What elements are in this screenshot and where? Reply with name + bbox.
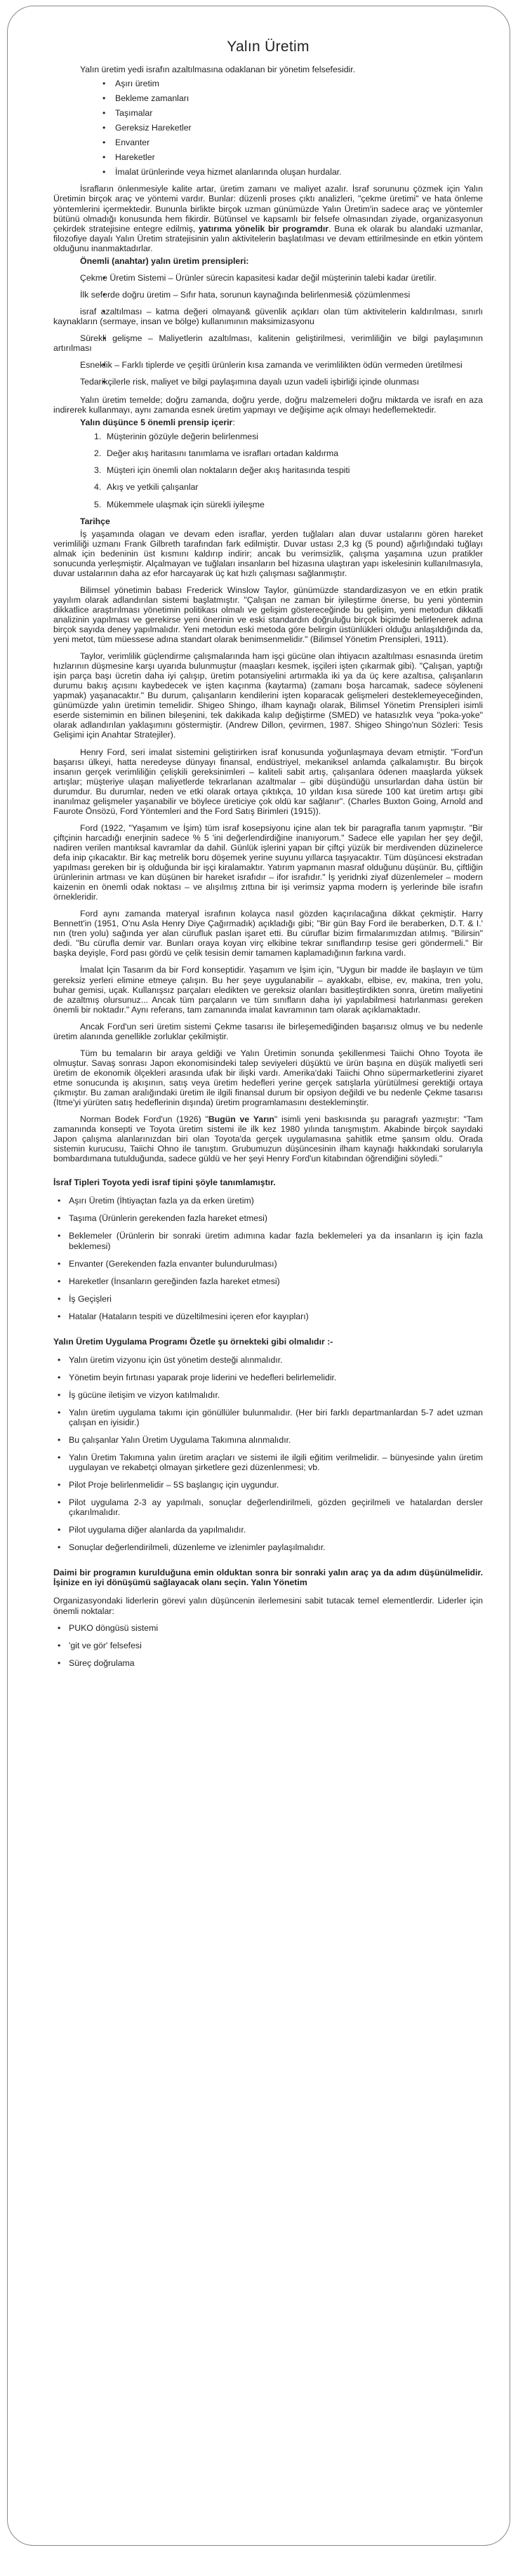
list-item: • Aşırı üretim	[53, 79, 483, 88]
history-p4: Henry Ford, seri imalat sistemini geliştirirken israf konusunda yoğunlaşmaya devam etmiştir. "Ford'un başarısı ülkeyi, hatta neredeyse dünyayı finansal, endüstriyel, mekaniksel anlamda çalkalamıştır. Bu birçok insanın gerçek verimliliğin çelişkili gereksinimleri – kaliteli sabit artış, çalışanlara ödenen maaşlarda yüksek artışlar; müşteriye ulaşan maliyetlerde tekrarlanan azaltmalar – gibi düşündüğü unsurlardan daha üstün bir durumdur. Bu durumlar, neden ve etki olarak ortaya çıktıkça, 10 yıldan kısa sürede 100 kat üretim artışı gibi inanılmaz gelişmeler yaşanabilir ve böylece üreticiye çok oldü kar sağlanır". (Charles Buxton Going, Arnold and Faurote Önsözü, Ford Yöntemleri and the Ford Satış Birimleri (1915)).	[53, 747, 483, 816]
program-item: • Yalın Üretim Takımına yalın üretim araçları ve sistemi ile ilgili eğitim verilmelidir. – bünyesinde yalın üretim uygulayan ve rekabetçi olmayan şirketlere gezi düzenlenmesi; vb.	[53, 1453, 483, 1472]
step-item: 1. Müşterinin gözüyle değerin belirlenmesi	[94, 432, 258, 442]
step-item: 4. Akış ve yetkili çalışanlar	[94, 482, 199, 493]
program-item: • Sonuçlar değerlendirilmeli, düzenleme ve izlenimler paylaşılmalıdır.	[53, 1542, 483, 1552]
h10-end: " isimli yeni baskısında şu paragrafı yazmıştır: "Tam zamanında konsepti ve Toyota üretim sistemi ile ilk kez 1980 yılında tanışmıştım. Akabinde birçok sayıdaki Japon çalışma alanlarınızdan biri olan Toyota'da gerçek uygulamasına şahitlik etme şansım oldu. Orada sistemin kurucusu, Taiichi Ohno ile tanıştım. Grubumuzun düşüncesinin ilham kaynağı hakkındaki sorularıyla bombardımana tutulduğunda, sadece güldü ve her şeyi Henry Ford'un kitabından öğrendiğini söyledi."	[53, 1114, 483, 1164]
program-item: • Yalın üretim uygulama takımı için gönüllüler bulunmalıdır. (Her biri farklı departmanlardan 5-7 adet uzman çalışan en iyisidir.)	[53, 1408, 483, 1427]
p1-text: İsrafların önlenmesiyle kalite artar, üretim zamanı ve maliyet azalır. İsraf sorununu çözmek için Yalın Üretimin birçok araç ve yöntemi vardır. Bunlar: düzenli proses çıktı analizleri, "çekme üretimi" ve hata önleme yöntemlerini içermektedir. Bununla birlikte birçok uzman günümüzde Yalın Üretim'in sadece araç ve yöntemler bütünü olmadığı konusunda hem fikirdir. Bütünsel ve kapsamlı bir felsefe olmasından ziyade, organizasyonun çekirdek stratejisine entegre edilmiş,	[53, 184, 483, 234]
program-item: • Bu çalışanlar Yalın Üretim Uygulama Takımına alınmalıdır.	[53, 1435, 483, 1445]
principle-item: • Sürekli gelişme – Maliyetlerin azaltılması, kalitenin geliştirilmesi, verimliliğin ve bilgi paylaşımının artırılması	[53, 333, 483, 353]
history-p3: Taylor, verimlilik güçlendirme çalışmalarında ham işçi gücüne olan ihtiyacın azaltılması esnasında üretim hızlarının düşmesine karşı uyarıda bulunmuştur (maaşları kesmek, işçileri işten çıkarmak gibi). "Çalışan, yaptığı işin parça başı ücretin daha iyi çalışıp, üretim potansiyelini artırmakla iki ya da üç kere azaltısa, çalışanların durumu bakış açısını kaybedecek ve işten kaçınma (kaytarma) (zamanı boşa harcamak, sadece söyleneni yapmak) yaşanacaktır." Bu durum, çalışanların kendilerini işten koparacak gelişmeleri desteklemeyeceğinden, günümüzde yalın üretimin temelidir. Shigeo Shingo, ilham kaynağı olarak, Bilimsel Yönetim Prensipleri isimli eserde sistemimin en bilinen bileşenini, tek dakikada kalıp değiştirme (SMED) ve hatasızlık veya "poka-yoke" olarak adlandırılan yaklaşımını göstermiştir. (Andrew Dillon, çevirmen, 1987. Shigeo Shingo'nun Sözleri: Tesis Gelişimi için Anahtar Stratejiler).	[53, 651, 483, 740]
program-item: • Pilot uygulama diğer alanlarda da yapılmalıdır.	[53, 1525, 483, 1535]
program-item: • Yalın üretim vizyonu için üst yönetim desteği alınmalıdır.	[53, 1355, 483, 1365]
history-heading: Tarihçe	[80, 516, 110, 526]
intro-paragraph: Yalın üretim yedi israfın azaltılmasına odaklanan bir yönetim felsefesidir.	[80, 65, 356, 75]
list-item: • Gereksiz Hareketler	[53, 123, 483, 133]
history-p6: Ford aynı zamanda materyal israfının kolayca nasıl gözden kaçırılacağına dikkat çekmiştir. Harry Bennett'in (1951, O'nu Asla Henry Diye Çağırmadık) açıkladığı gibi; "Bir gün Bay Ford ile beraberken, D.T. & I.' nın (tren yolu) sağında yer alan cürufluk paslan işaret etti. Bu cüruflar bizim firmalarımızdan atılmış. "Bilirsin" dedi. "Bu cürufla demir var. Bunları oraya koyan virç elkibine tekrar sınıflandırıp tesise geri göndermeli." Bir başka deyişle, Ford pası gördü ve çelik tesisin demir tamamen kaplamadığının farkına vardı.	[53, 909, 483, 959]
step-item: 5. Mükemmele ulaşmak için sürekli iyileşme	[94, 499, 265, 509]
principle-item: • İlk seferde doğru üretim – Sıfır hata, sorunun kaynağında belirlenmesi& çözümlenmesi	[53, 290, 483, 300]
steps-title: Yalın düşünce 5 önemli prensip içerir	[80, 418, 233, 428]
program-item: • Pilot Proje belirlenmelidir – 5S başlangıç için uygundur.	[53, 1480, 483, 1490]
waste-item: • Aşırı Üretim (İhtiyaçtan fazla ya da erken üretim)	[53, 1196, 483, 1206]
paragraph-2: Yalın üretim temelde; doğru zamanda, doğru yerde, doğru malzemeleri doğru miktarda ve israfı en aza indirerek kullanmayı, aynı zamanda esnek üretim yapmayı ve değişime açık olmayı hedeflemektedir.	[53, 395, 483, 415]
paragraph-1	[53, 184, 483, 253]
principles-heading: Önemli (anahtar) yalın üretim prensipleri:	[80, 255, 249, 266]
history-p2: Bilimsel yönetimin babası Frederick Winslow Taylor, günümüzde standardizasyon ve en etkin pratik yayılım olarak adlandırılan sistemi başlatmıştır. "Çalışan ne zaman bir iyileştirme önerse, bu yeni yöntemin dikkatlice araştırılması yönetimin politikası olmalı ve gelişim göstereceğinde bu gelişim, yeni metodun dikkatli analizinin yapılması ve gerekirse yeni önerinin ve eski standardın doğruluğu birçok biçimde belirlenerek adına birçok sayıda deney yapılmalıdır. Yeni metodun eski metoda göre belirgin üstünlükleri olduğu anlaşıldığında da, yeni metot, tüm müessese adına standart olarak benimsenmelidir." (Bilimsel Yönetim Prensipleri, 1911).	[53, 585, 483, 645]
program-item: • Yönetim beyin fırtınası yaparak proje liderini ve hedefleri belirlemelidir.	[53, 1373, 483, 1382]
document-body	[53, 21, 483, 1678]
history-p9: Tüm bu temaların bir araya geldiği ve Yalın Üretimin sonunda şekillenmesi Taiichi Ohno Toyota ile olmuştur. Savaş sonrası Japon ekonomisindeki talep seviyeleri düşüktü ve ürün başına en düşük maliyetli seri üretim de ekonomik ölçekleri arasında ufak bir ilişki vardı. Amerika'daki Taiichi Ohno süpermarketlerini ziyaret etme sonucunda iş akışının, satış veya üretim hedefleri yerine gerçek satışlarla yürütülmesi gerektiği ortaya çıkmıştır. Bu zaman aralığındaki üretim ile ilgili finansal durum bir opsiyon değildi ve bu nedenle Çekme tasarısı (Itme'yi yürüten satış hedeflerinin dışında) üretim programlamasını destekleminştir.	[53, 1048, 483, 1108]
waste-item: • Taşıma (Ürünlerin gerekenden fazla hareket etmesi)	[53, 1213, 483, 1223]
p1-end: . Buna ek olarak bu alandaki uzmanlar, filozofiye dayalı Yalın Üretim stratejisinin yalın aktivitelerin başlatılması ve devam ettirilmesinde en etkin yöntem olduğunu inanmaktadırlar.	[53, 223, 484, 253]
program-heading: Yalın Üretim Uygulama Programı Özetle şu örnekteki gibi olmalıdır :-	[53, 1336, 333, 1347]
step-item: 2. Değer akış haritasını tanımlama ve israfları ortadan kaldırma	[94, 448, 339, 459]
waste-list	[53, 79, 483, 177]
history-p1: İş yaşamında olagan ve devam eden israflar, yerden tuğlaları alan duvar ustalarını gören hareket verimliliği uzmanı Frank Gilbreth tarafından fark edilmiştir. Duvar ustası 2,3 kg (5 pound) ağırlığındaki tuğlayı almak için bedeninin üst kısmını kaldırıp indirir; ancak bu verimsizlik, çalışma yaşamına uzun pratikler sonucunda yerleşmiştir. Alçalmayan ve tuğlaları insanların bel hizasına ulaştıran yapı iskelesinin kullanılmasıyla, duvar ustalarının daha az efor harcayarak üç kat hızlı çalışması sağlanmıştır.	[53, 528, 483, 578]
waste-item: • Hatalar (Hataların tespiti ve düzeltilmesini içeren efor kayıpları)	[53, 1312, 483, 1321]
history-p7: İmalat İçin Tasarım da bir Ford konseptidir. Yaşamım ve İşim için, "Uygun bir madde ile başlayın ve tüm gereksiz yerleri elimine etmeye çalışın. Bu her şeye uygulanabilir – ayakkabı, elbise, ev, makina, tren yolu, buhar gemisi, uçak. Kullanışsız parçaları eledikten ve gereksiz olanları basitleştirdikten sonra, üretim maliyetini de azaltmış olursunuz... Ancak tüm parçaların ve tüm sınıfların daha iyi yapılabilmesi hatırlanması gereken önemli bir noktadır." Aynı referans, tam zamanında imalat kavramının tam olarak açıklamaktadır.	[53, 965, 483, 1015]
list-item: • Envanter	[53, 138, 483, 147]
waste-types-heading: İsraf Tipleri Toyota yedi israf tipini şöyle tanımlamıştır.	[53, 1177, 276, 1188]
principle-item: • israf azaltılması – katma değeri olmayan& güvenlik açıkları olan tüm aktivitelerin kaldırılması, sınırlı kaynakların (sermaye, insan ve bölge) kullanımının maksimizasyonu	[53, 307, 483, 326]
program-item: • İş gücüne iletişim ve vizyon katılmalıdır.	[53, 1390, 483, 1400]
waste-item: • Hareketler (İnsanların gereğinden fazla hareket etmesi)	[53, 1276, 483, 1286]
principle-item: • Esneklik – Farklı tiplerde ve çeşitli ürünlerin kısa zamanda ve verimlilikten ödün vermeden üretilmesi	[53, 360, 483, 370]
program-item: • Pilot uygulama 2-3 ay yapılmalı, sonuçlar değerlendirilmeli, gözden geçirilmeli ve hatalardan dersler çıkarılmalıdır.	[53, 1497, 483, 1517]
principle-item: • Çekme Üretim Sistemi – Ürünler sürecin kapasitesi kadar değil müşterinin talebi kadar üretilir.	[53, 273, 483, 283]
list-item: • Taşımalar	[53, 108, 483, 118]
final-item: • Süreç doğrulama	[53, 1658, 483, 1668]
program-list	[53, 1355, 483, 1553]
p1-bold: yatırıma yönelik bir programdır	[198, 223, 329, 234]
list-item: • Bekleme zamanları	[53, 93, 483, 103]
history-p8: Ancak Ford'un seri üretim sistemi Çekme tasarısı ile birleşemediğinden başarısız olmuş ve bu nedenle üretim alanında genellikle zorluklar çekilmiştir.	[53, 1021, 483, 1041]
waste-item: • Envanter (Gerekenden fazla envanter bulundurulması)	[53, 1259, 483, 1269]
final-item: • 'git ve gör' felsefesi	[53, 1641, 483, 1650]
step-item: 3. Müşteri için önemli olan noktaların değer akış haritasında tespiti	[94, 465, 350, 476]
list-item: • Hareketler	[53, 152, 483, 162]
h10-text: Norman Bodek Ford'un (1926) "	[80, 1114, 208, 1125]
waste-item: • İş Geçişleri	[53, 1294, 483, 1304]
page-title: Yalın Üretim	[227, 39, 310, 55]
waste-item: • Beklemeler (Ürünlerin bir sonraki üretim adımına kadar fazla beklemeleri ya da insanların iş için fazla beklemesi)	[53, 1231, 483, 1250]
waste-types-list	[53, 1196, 483, 1321]
steps-list	[53, 432, 483, 509]
steps-title-end: :	[232, 418, 235, 428]
final-heading: Daimi bir programın kurulduğuna emin olduktan sonra bir sonraki yalın araç ya da adım düşünülmelidir. İşinize en iyi dönüşümü sağlayacak olanı seçin. Yalın Yönetim	[53, 1568, 483, 1588]
history-p10	[53, 1114, 483, 1163]
h10-bold: Bugün ve Yarın	[208, 1114, 274, 1125]
steps-heading	[53, 418, 483, 427]
final-list	[53, 1623, 483, 1668]
final-item: • PUKO döngüsü sistemi	[53, 1623, 483, 1633]
principles-list	[53, 273, 483, 387]
list-item: • İmalat ürünlerinde veya hizmet alanlarında oluşan hurdalar.	[53, 167, 483, 177]
final-paragraph: Organizasyondaki liderlerin görevi yalın düşüncenin ilerlemesini sabit tutacak temel elementlerdir. Liderler için önemli noktalar:	[53, 1596, 483, 1616]
principle-item: • Tedarikçilerle risk, maliyet ve bilgi paylaşımına dayalı uzun vadeli işbirliği içinde olunması	[53, 377, 483, 387]
history-p5: Ford (1922, "Yaşamım ve İşim) tüm israf kosepsiyonu içine alan tek bir paragrafla tanım yapmıştır. "Bir çiftçinin harcadığı enerjinin sadece % 5 'ini değerlendirdiğine inanıyorum." Sadece elle yapılan her şey değil, nadiren verilen mantıksal kavramlar da dahil. Günlük işlerini yapan bir çiftçi yüzük bir merdivenden düzinelerce defa inip çıkacaktır. Bir kaç metrelik boru döşemek yerine suyunu yıllarca taşıyacaktır. Tüm düşüncesi ekstradan yapılması gereken bir iş olduğunda bir işçi kiralamaktır. Yatırım yapmanın masraf olduğunu düşünür. Bu, çiftliğin ürünlerinin artması ve kan düşünen bir hareket israfıdır – ifor israfıdır." İş yeridnki ziyaf düzenlemeler – modern kaizenin en önemli odak noktası – ve alışılmış zıttına bir işi verimsiz yapma modern iş yerlerinde bile israfın örnekleridir.	[53, 822, 483, 902]
